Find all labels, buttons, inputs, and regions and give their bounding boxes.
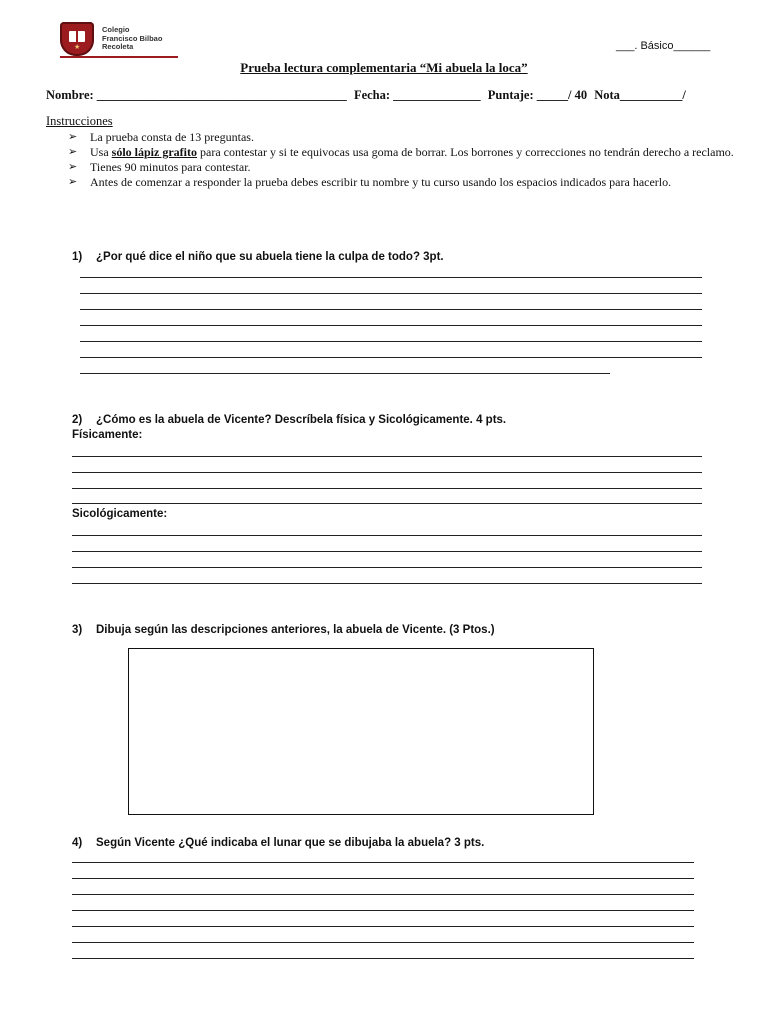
answer-line[interactable]	[72, 472, 702, 473]
answer-line[interactable]	[80, 277, 702, 278]
answer-line[interactable]	[72, 488, 702, 489]
answer-line[interactable]	[72, 583, 702, 584]
physical-label: Físicamente:	[72, 429, 143, 441]
list-item: ➢ Antes de comenzar a responder la prueba debes escribir tu nombre y tu curso usando los espacios indicados para hacerlo.	[68, 175, 672, 189]
question-2: 2) ¿Cómo es la abuela de Vicente? Descríbela física y Sicológicamente. 4 pts.	[72, 414, 507, 426]
answer-line[interactable]	[72, 503, 702, 504]
answer-line[interactable]	[72, 567, 702, 568]
answer-line[interactable]	[72, 456, 702, 457]
list-item: ➢ La prueba consta de 13 preguntas.	[68, 130, 254, 144]
logo-underline	[60, 56, 178, 58]
score-field[interactable]: Puntaje: _____/ 40	[487, 88, 588, 102]
arrow-bullet-icon: ➢	[68, 131, 78, 143]
question-3: 3) Dibuja según las descripciones anteriores, la abuela de Vicente. (3 Ptos.)	[72, 624, 495, 636]
school-logo	[60, 22, 162, 56]
student-info-row	[46, 88, 690, 103]
answer-line[interactable]	[72, 535, 702, 536]
date-field[interactable]: Fecha: ______________	[353, 88, 481, 102]
answer-line[interactable]	[80, 341, 702, 342]
arrow-bullet-icon: ➢	[68, 161, 78, 173]
answer-line[interactable]	[72, 551, 702, 552]
answer-line[interactable]	[80, 309, 702, 310]
grade-field[interactable]: Nota__________/	[594, 88, 686, 102]
answer-line[interactable]	[80, 293, 702, 294]
answer-line[interactable]	[72, 926, 694, 927]
name-field[interactable]: Nombre: ________________________________________	[46, 88, 347, 102]
page-title: Prueba lectura complementaria “Mi abuela la loca”	[240, 60, 528, 75]
answer-line[interactable]	[72, 894, 694, 895]
answer-line[interactable]	[72, 910, 694, 911]
list-item: ➢ Tienes 90 minutos para contestar.	[68, 160, 251, 174]
arrow-bullet-icon: ➢	[68, 176, 78, 188]
school-name: Colegio Francisco Bilbao Recoleta	[102, 25, 163, 52]
answer-line[interactable]	[80, 357, 702, 358]
school-crest-icon: ★	[60, 22, 94, 56]
answer-line[interactable]	[72, 958, 694, 959]
instructions-heading: Instrucciones	[46, 114, 113, 128]
course-field[interactable]: ___. Básico______	[616, 40, 711, 52]
drawing-box[interactable]	[128, 648, 594, 815]
question-1: 1) ¿Por qué dice el niño que su abuela tiene la culpa de todo? 3pt.	[72, 251, 444, 263]
answer-line[interactable]	[72, 878, 694, 879]
psychological-label: Sicológicamente:	[72, 508, 168, 520]
arrow-bullet-icon: ➢	[68, 146, 78, 158]
answer-line[interactable]	[80, 325, 702, 326]
list-item: ➢ Usa sólo lápiz grafito para contestar y si te equivocas usa goma de borrar. Los borrones y correcciones no tendrán derecho a reclamo.	[68, 145, 734, 159]
answer-line[interactable]	[80, 373, 610, 374]
question-4: 4) Según Vicente ¿Qué indicaba el lunar que se dibujaba la abuela? 3 pts.	[72, 837, 485, 849]
answer-line[interactable]	[72, 862, 694, 863]
emphasis-text: sólo lápiz grafito	[111, 145, 197, 159]
instructions-list	[68, 130, 748, 190]
answer-line[interactable]	[72, 942, 694, 943]
